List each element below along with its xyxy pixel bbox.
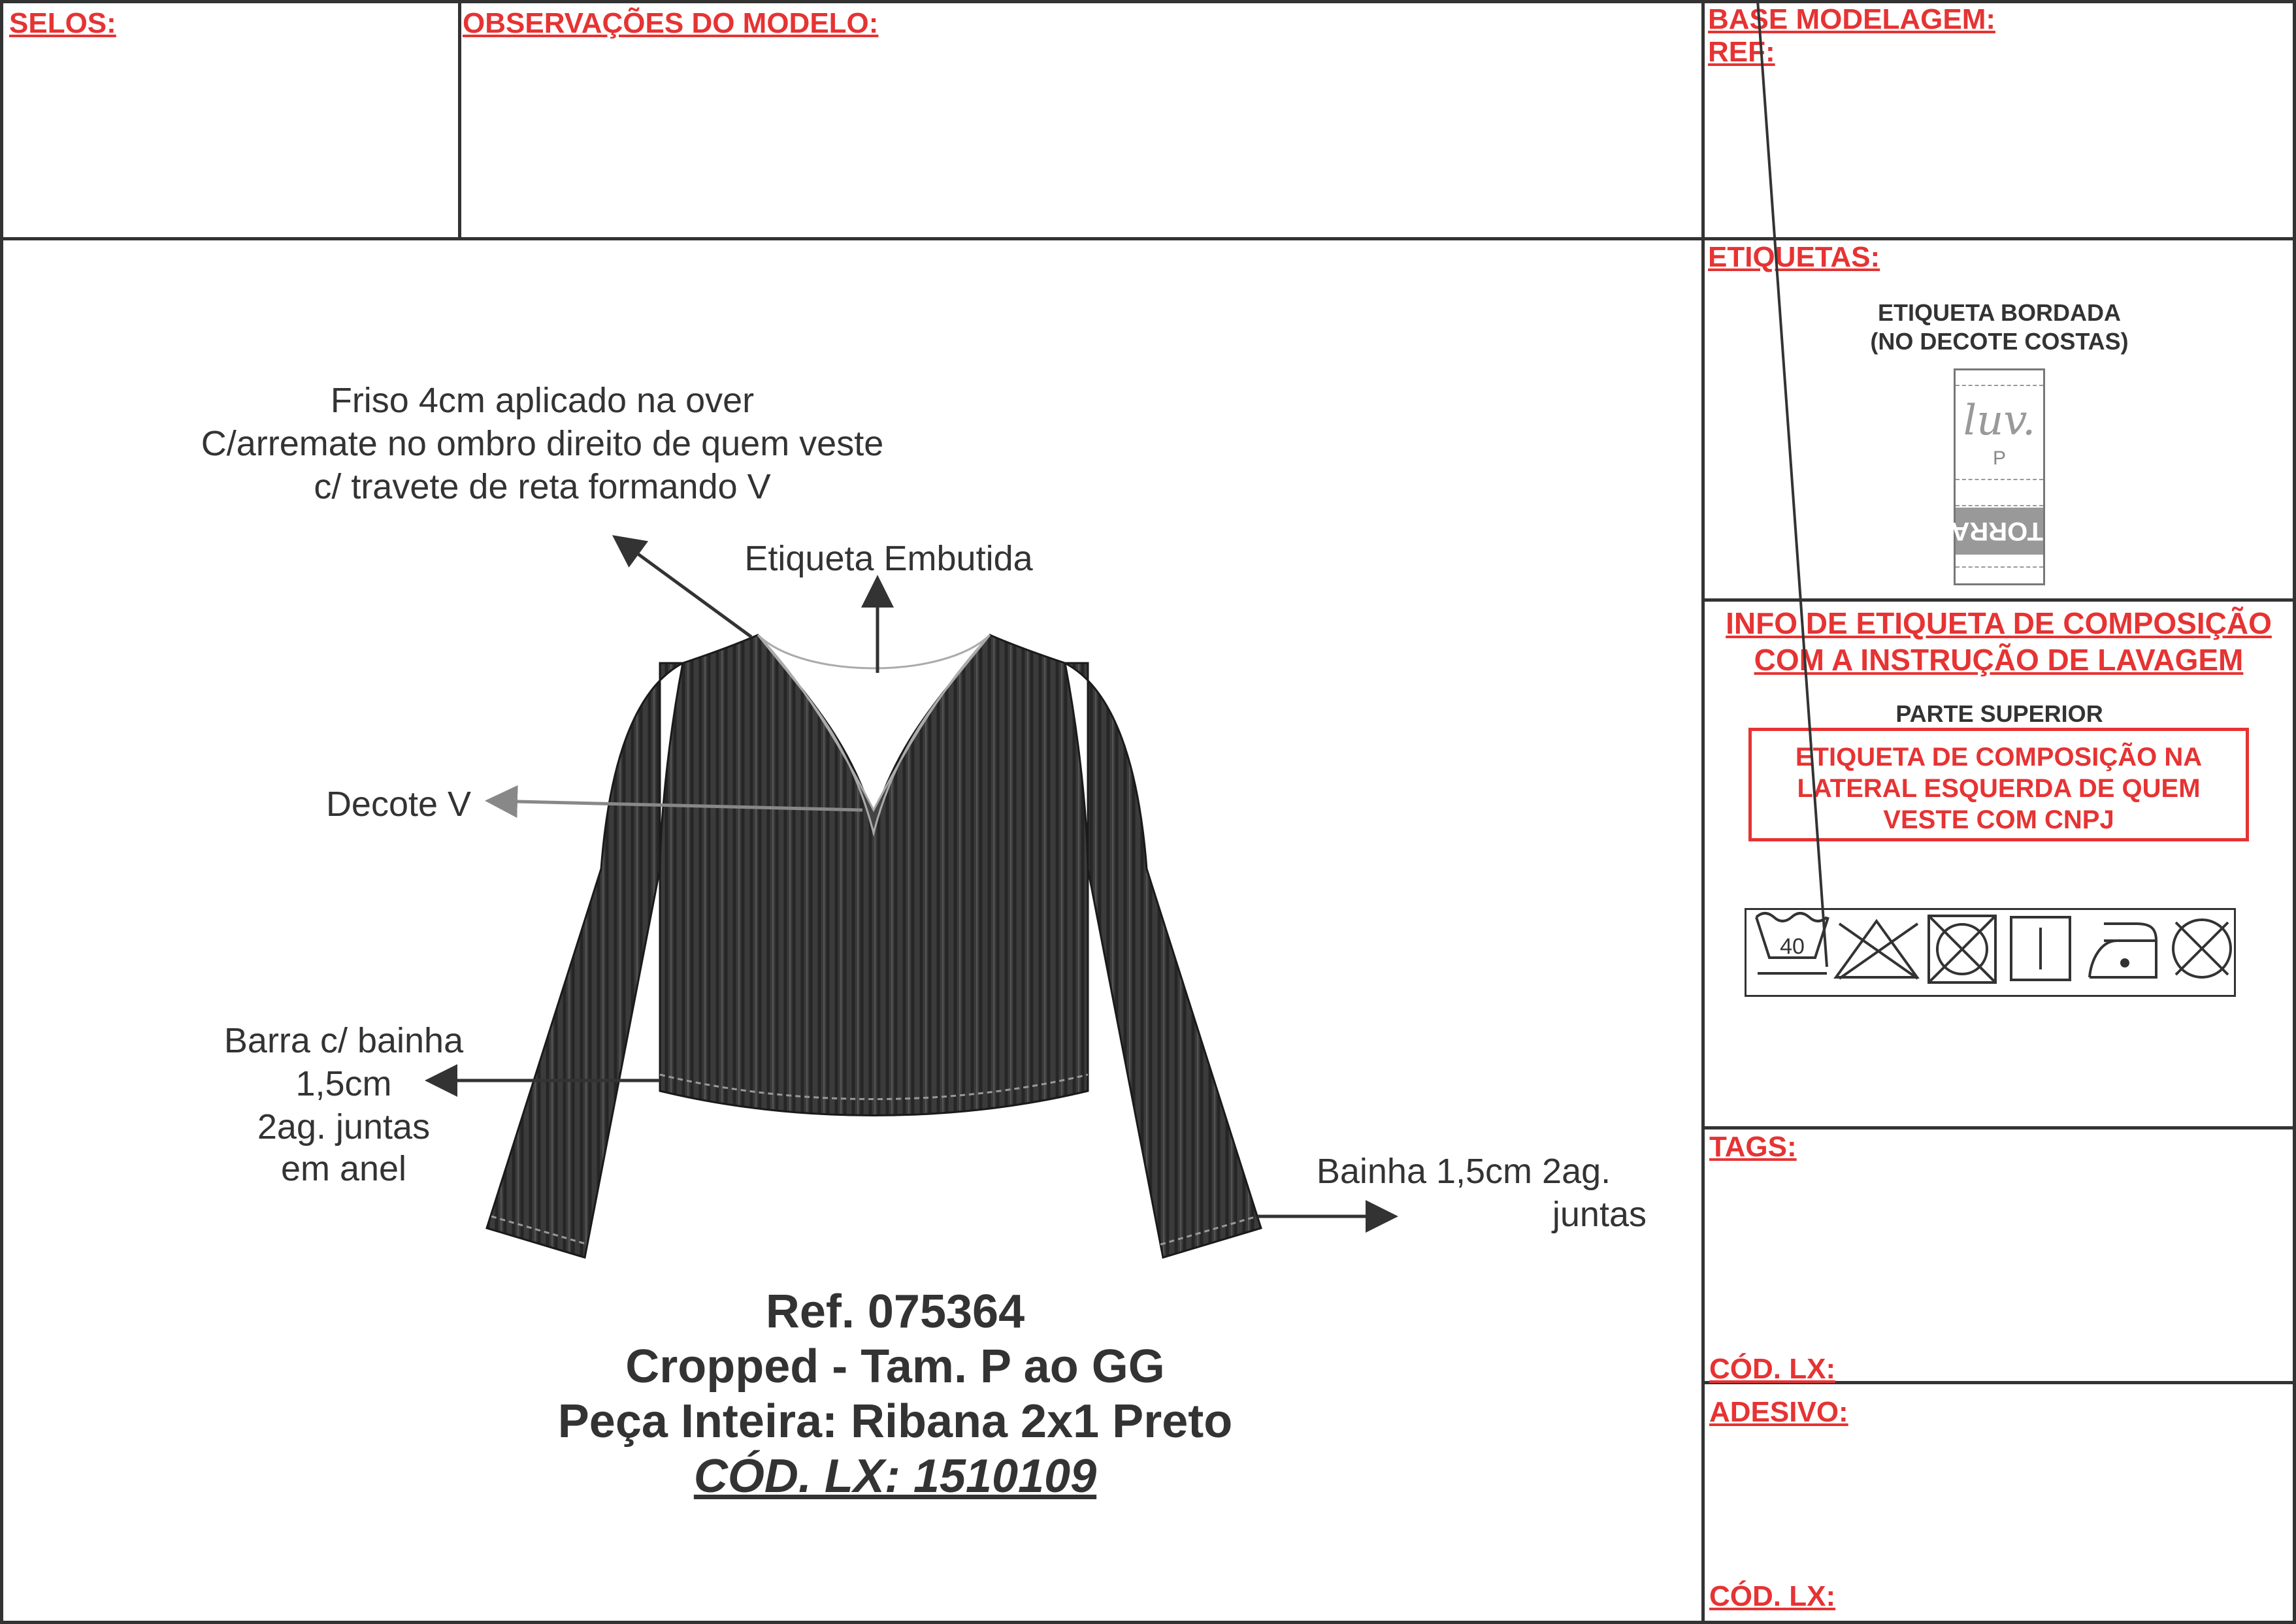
etiqueta-bordada-line2: (NO DECOTE COSTAS) xyxy=(1870,328,2129,355)
wash-temp-label: 40 xyxy=(1780,934,1805,959)
label-size: P xyxy=(1992,447,2006,469)
etiqueta-bordada-line1: ETIQUETA BORDADA xyxy=(1878,299,2121,326)
friso-note-line3: c/ travete de reta formando V xyxy=(314,467,771,506)
product-name: Cropped - Tam. P ao GG xyxy=(625,1340,1165,1393)
composicao-box-line2: LATERAL ESQUERDA DE QUEM xyxy=(1797,774,2201,803)
composicao-box-line1: ETIQUETA DE COMPOSIÇÃO NA xyxy=(1795,743,2203,771)
tags-cod-lx: CÓD. LX: xyxy=(1709,1353,1836,1385)
decote-v-note: Decote V xyxy=(325,785,472,824)
label-brand: TORRA xyxy=(1956,508,2043,555)
no-bleach-icon xyxy=(1836,921,1918,979)
friso-note-line1: Friso 4cm aplicado na over xyxy=(330,381,755,420)
bainha-note-line1: Bainha 1,5cm 2ag. xyxy=(1316,1152,1611,1191)
observacoes-heading: OBSERVAÇÕES DO MODELO: xyxy=(463,7,879,39)
friso-note-line2: C/arremate no ombro direito de quem veste xyxy=(201,424,884,463)
parte-superior: PARTE SUPERIOR xyxy=(1895,700,2103,727)
no-dry-clean-icon xyxy=(2173,920,2231,977)
adesivo-cod-lx: CÓD. LX: xyxy=(1709,1580,1836,1612)
barra-note-line1: Barra c/ bainha xyxy=(223,1021,464,1060)
barra-note-line4: em anel xyxy=(280,1149,407,1188)
tags-heading: TAGS: xyxy=(1709,1131,1797,1163)
composicao-heading-2: COM A INSTRUÇÃO DE LAVAGEM xyxy=(1754,643,2244,677)
bainha-note-line2: juntas xyxy=(1552,1195,1647,1234)
etiqueta-embutida-note: Etiqueta Embutida xyxy=(744,539,1033,578)
product-fabric: Peça Inteira: Ribana 2x1 Preto xyxy=(557,1395,1233,1448)
left-sleeve xyxy=(487,663,683,1258)
ref-heading: REF: xyxy=(1708,36,1775,68)
friso-arrow xyxy=(617,539,751,637)
right-sleeve xyxy=(1065,663,1261,1258)
product-ref: Ref. 075364 xyxy=(765,1286,1025,1338)
line-dry-icon xyxy=(2011,917,2070,980)
selos-heading: SELOS: xyxy=(9,7,116,39)
base-modelagem-heading: BASE MODELAGEM: xyxy=(1708,3,1995,35)
product-cod-lx: CÓD. LX: 1510109 xyxy=(693,1450,1097,1502)
label-logo: luv. xyxy=(1963,397,2036,445)
barra-note-line2: 1,5cm xyxy=(295,1064,392,1103)
no-tumble-dry-icon xyxy=(1929,916,1995,983)
wash-40-icon xyxy=(1756,0,1828,973)
iron-low-icon xyxy=(2090,924,2156,977)
back-neck xyxy=(758,635,990,668)
composicao-heading-1: INFO DE ETIQUETA DE COMPOSIÇÃO xyxy=(1726,606,2272,640)
composicao-box-line3: VESTE COM CNPJ xyxy=(1883,805,2114,834)
etiquetas-heading: ETIQUETAS: xyxy=(1708,241,1880,273)
body xyxy=(660,635,1088,1116)
adesivo-heading: ADESIVO: xyxy=(1709,1396,1848,1428)
barra-note-line3: 2ag. juntas xyxy=(257,1107,431,1146)
